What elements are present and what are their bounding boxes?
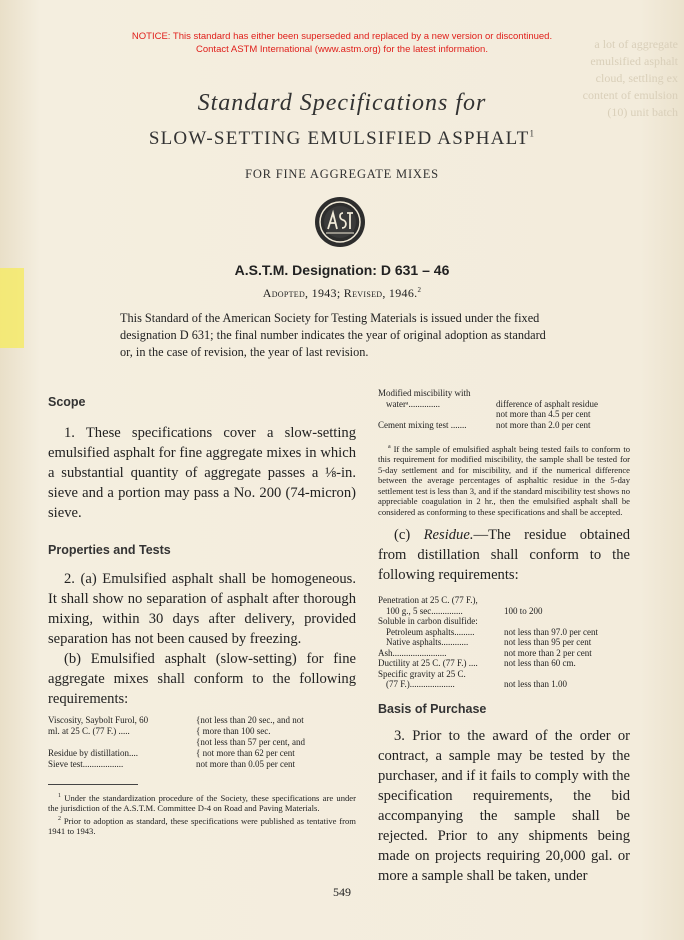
para-residue: (c) Residue.—The residue obtained from distillation shall conform to the following requirements: — [378, 527, 630, 584]
footnote-divider — [48, 784, 138, 785]
table-row: Ductility at 25 C. (77 F.) .... not less than 60 cm. — [378, 658, 576, 669]
notice-line-2: Contact ASTM International (www.astm.org) for the latest information. — [196, 44, 488, 55]
table-row: ml. at 25 C. (77 F.) ..... { more than 100 sec. — [48, 726, 271, 736]
requirements-table — [48, 715, 356, 770]
footnote-2: $^2$ Prior to adoption as standard, these specifications were published as tentative from 1941 to 1943. — [48, 815, 356, 837]
title-sub: FOR FINE AGGREGATE MIXES — [245, 167, 439, 181]
designation: A.S.T.M. Designation: D 631 – 46 — [234, 262, 450, 278]
table-row: Soluble in carbon disulfide: — [378, 616, 478, 627]
para-properties-b: (b) Emulsified asphalt (slow-setting) for fine aggregate mixes shall conform to the following requirements: — [48, 651, 356, 707]
heading-basis: Basis of Purchase — [378, 701, 487, 716]
table-row: Modified miscibility with — [378, 388, 471, 398]
table-row: Petroleum asphalts......... not less than 97.0 per cent — [386, 626, 598, 637]
para-basis: 3. Prior to the award of the order or contract, a sample may be tested by the purchaser, and if it fails to comply with the specification requirements, the bid accompanying the sample shall be rejected. Prior to any shipments being made on projects requiring 20,000 gal. or more a sample shall be taken, under — [378, 727, 630, 884]
astm-logo-icon — [313, 195, 367, 249]
title-main: SLOW-SETTING EMULSIFIED ASPHALT$^1$ — [148, 128, 536, 149]
page-number: 549 — [333, 885, 351, 899]
table-row: Viscosity, Saybolt Furol, 60 {not less than 20 sec., and not — [48, 715, 304, 725]
table-row: Sieve test.................. not more than 0.05 per cent — [48, 759, 295, 769]
heading-scope: Scope — [48, 395, 86, 409]
table-row: Cement mixing test ....... not more than 2.0 per cent — [378, 419, 591, 430]
residue-table — [378, 595, 630, 690]
left-column — [48, 395, 356, 837]
table-row: not more than 4.5 per cent — [496, 409, 591, 419]
table-row: waterᵃ.............. difference of asphalt residue — [386, 398, 599, 409]
adopted-revised: Adopted, 1943; Revised, 1946.$^2$ — [262, 286, 422, 300]
heading-properties: Properties and Tests — [48, 543, 171, 557]
title-italic: Standard Specifications for — [197, 90, 487, 116]
footnote-1: $^1$ Under the standardization procedure of the Society, these specifications are under the jurisdiction of the A.S.T.M. Committee D-4 on Road and Paving Materials. — [48, 792, 356, 814]
intro-paragraph: This Standard of the American Society for Testing Materials is issued under the fixed designation D 631; the final number indicates the year of original adoption as standard or, in the case of revision, the year of last revision. — [120, 311, 546, 359]
mixing-table — [378, 388, 630, 430]
footnote-a: $^a$ If the sample of emulsified asphalt being tested fails to conform to this requirement for modified miscibility, the sample shall be tested for 5-day settlement and for miscibility, and if the numerical difference between the average percentages of asphaltic residue in the 5-day settlement test is less than 3, and if the standard miscibility test shows no appreciable coagulation in 2 hr., then the emulsified asphalt shall be considered as conforming to these specifications and shall be accepted. — [378, 443, 631, 517]
table-row: Residue by distillation.... { not more than 62 per cent — [48, 748, 295, 758]
bleed-through-text: a lot of aggregate emulsified asphalt cloud, settling ex content of emulsion (10) unit batch — [582, 37, 678, 119]
notice-line-1: NOTICE: This standard has either been superseded and replaced by a new version or discontinued. — [131, 31, 553, 42]
table-row: {not less than 57 per cent, and — [196, 737, 306, 747]
table-row: Ash........................ not more than 2 per cent — [378, 647, 592, 658]
yellow-highlight-tab — [0, 268, 24, 348]
table-row: Specific gravity at 25 C. — [378, 668, 466, 679]
table-row: Penetration at 25 C. (77 F.), — [378, 595, 478, 606]
para-properties-a: 2. (a) Emulsified asphalt shall be homogeneous. It shall show no separation of asphalt after thorough mixing, within 30 days after delivery, provided separation has not been caused by freezing. — [48, 571, 356, 647]
table-row: (77 F.).................... not less than 1.00 — [386, 679, 567, 690]
table-row: Native asphalts............ not less than 95 per cent — [386, 637, 592, 648]
table-row: 100 g., 5 sec.............. 100 to 200 — [386, 605, 543, 616]
para-scope: 1. These specifications cover a slow-setting emulsified asphalt for fine aggregate mixes in which a substantial quantity of aggregate passes a ⅛-in. sieve and a portion may pass a No. 200 (74-micron) sieve. — [48, 425, 356, 521]
right-column — [378, 388, 630, 886]
